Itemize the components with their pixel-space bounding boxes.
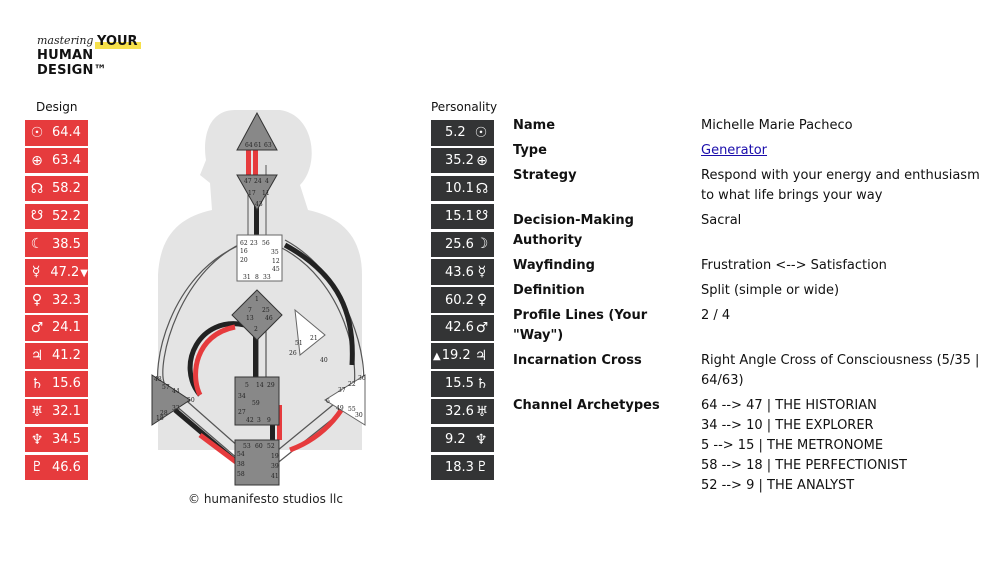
svg-text:54: 54 xyxy=(237,451,245,458)
planet-symbol-icon: ⊕ xyxy=(31,152,43,169)
info-value: Frustration <--> Satisfaction xyxy=(701,258,887,273)
design-gate-row xyxy=(25,427,88,453)
personality-gate-value xyxy=(431,237,474,252)
svg-text:51: 51 xyxy=(295,340,303,347)
svg-text:33: 33 xyxy=(263,274,271,281)
personality-gate-value xyxy=(431,348,472,363)
svg-text:39: 39 xyxy=(271,463,279,470)
planet-symbol-icon: ☊ xyxy=(475,180,489,197)
design-gate-value: 41.2 xyxy=(52,348,81,364)
svg-text:34: 34 xyxy=(238,393,246,400)
personality-gate-number: 5.2 xyxy=(445,125,466,141)
planet-symbol-icon: ♅ xyxy=(30,403,44,420)
info-row xyxy=(513,211,983,251)
personality-gate-value xyxy=(431,125,472,140)
svg-text:13: 13 xyxy=(246,315,254,322)
info-value: Michelle Marie Pacheco xyxy=(701,118,853,133)
personality-gate-number: 32.6 xyxy=(445,404,474,420)
design-gate-row xyxy=(25,399,88,425)
info-value: Right Angle Cross of Consciousness (5/35 | 64/63) xyxy=(701,353,980,388)
svg-text:36: 36 xyxy=(358,375,366,382)
planet-symbol-icon: ☉ xyxy=(30,124,44,141)
info-value: Sacral xyxy=(701,213,742,228)
svg-text:56: 56 xyxy=(262,240,270,247)
design-gate-row xyxy=(25,371,88,397)
personality-gate-value xyxy=(431,320,474,335)
personality-gate-number: 15.1 xyxy=(445,208,474,224)
svg-text:49: 49 xyxy=(336,405,344,412)
personality-gate-number: 25.6 xyxy=(445,236,474,252)
brand-logo xyxy=(37,34,167,78)
exalted-mark-icon: ▲ xyxy=(433,351,441,363)
planet-symbol-icon: ♇ xyxy=(475,459,489,476)
svg-text:62: 62 xyxy=(240,240,248,247)
design-gate-value: 38.5 xyxy=(52,236,81,252)
svg-text:47: 47 xyxy=(244,178,252,185)
svg-text:21: 21 xyxy=(310,335,318,342)
svg-text:35: 35 xyxy=(271,249,279,256)
planet-symbol-icon: ☊ xyxy=(30,180,44,197)
planet-symbol-icon: ☾ xyxy=(30,236,44,253)
svg-text:29: 29 xyxy=(267,382,275,389)
design-gate-value: 47.2▼ xyxy=(50,264,88,280)
svg-text:5: 5 xyxy=(245,382,249,389)
personality-gate-row xyxy=(431,120,494,146)
personality-gate-row xyxy=(431,427,494,453)
exalted-mark-icon: ▼ xyxy=(80,267,88,279)
design-gate-row xyxy=(25,287,88,313)
design-gate-row xyxy=(25,232,88,258)
info-label: Type xyxy=(513,143,547,158)
design-gate-row xyxy=(25,120,88,146)
design-gate-row xyxy=(25,259,88,285)
planet-symbol-icon: ♄ xyxy=(30,375,44,392)
type-link[interactable]: Generator xyxy=(701,143,768,158)
design-gate-value: 32.3 xyxy=(52,292,81,308)
logo-human-design-text: HUMAN DESIGN™ xyxy=(37,48,107,78)
planet-symbol-icon: ♂ xyxy=(475,319,489,336)
planet-symbol-icon: ♇ xyxy=(30,459,44,476)
svg-text:52: 52 xyxy=(267,443,275,450)
svg-text:57: 57 xyxy=(162,384,170,391)
svg-text:12: 12 xyxy=(272,258,280,265)
design-gate-row xyxy=(25,315,88,341)
svg-text:42: 42 xyxy=(246,417,254,424)
svg-text:17: 17 xyxy=(248,190,256,197)
info-value xyxy=(701,141,983,161)
svg-text:24: 24 xyxy=(254,178,262,185)
planet-symbol-icon: ☿ xyxy=(31,264,41,281)
personality-gate-value xyxy=(431,404,474,419)
svg-text:43: 43 xyxy=(255,201,263,208)
info-row xyxy=(513,306,983,346)
design-title: Design xyxy=(36,100,78,114)
info-row xyxy=(513,396,983,496)
personality-gate-value xyxy=(431,376,474,391)
svg-text:50: 50 xyxy=(187,397,195,404)
svg-text:4: 4 xyxy=(265,178,269,185)
planet-symbol-icon: ♆ xyxy=(474,431,488,448)
logo-script-text: mastering xyxy=(37,34,94,47)
personality-gate-row xyxy=(431,259,494,285)
design-gate-value: 32.1 xyxy=(52,404,81,420)
info-value: Split (simple or wide) xyxy=(701,283,840,298)
svg-text:18: 18 xyxy=(156,415,164,422)
svg-text:6: 6 xyxy=(326,398,330,405)
info-row xyxy=(513,351,983,391)
info-label: Name xyxy=(513,118,556,133)
design-gate-value: 63.4 xyxy=(52,153,81,169)
design-gate-value: 24.1 xyxy=(52,320,81,336)
svg-text:64: 64 xyxy=(245,142,253,149)
channel-archetype-item: 5 --> 15 | THE METRONOME xyxy=(701,438,884,453)
personality-gate-row xyxy=(431,232,494,258)
info-label: Incarnation Cross xyxy=(513,353,642,368)
planet-symbol-icon: ☉ xyxy=(474,124,488,141)
personality-gate-value xyxy=(431,153,474,168)
svg-text:60: 60 xyxy=(255,443,263,450)
channel-archetype-item: 34 --> 10 | THE EXPLORER xyxy=(701,418,874,433)
design-gate-row xyxy=(25,455,88,481)
svg-text:61: 61 xyxy=(254,142,262,149)
personality-gate-value xyxy=(431,432,472,447)
svg-text:58: 58 xyxy=(237,471,245,478)
personality-gate-number: 42.6 xyxy=(445,320,474,336)
bodygraph-chart xyxy=(140,105,375,490)
svg-text:59: 59 xyxy=(252,400,260,407)
svg-text:25: 25 xyxy=(262,307,270,314)
planet-symbol-icon: ♀ xyxy=(476,292,488,309)
svg-text:20: 20 xyxy=(240,257,248,264)
channel-archetype-item: 52 --> 9 | THE ANALYST xyxy=(701,478,855,493)
info-label: Definition xyxy=(513,283,585,298)
personality-gate-row xyxy=(431,371,494,397)
svg-text:31: 31 xyxy=(243,274,251,281)
personality-gate-value xyxy=(431,265,474,280)
design-gate-row xyxy=(25,343,88,369)
planet-symbol-icon: ♄ xyxy=(475,375,489,392)
planet-symbol-icon: ♆ xyxy=(30,431,44,448)
planet-symbol-icon: ♃ xyxy=(30,347,44,364)
planet-symbol-icon: ♅ xyxy=(475,403,489,420)
design-activations xyxy=(25,120,88,483)
svg-text:45: 45 xyxy=(272,266,280,273)
svg-text:3: 3 xyxy=(257,417,261,424)
design-gate-row xyxy=(25,176,88,202)
info-value xyxy=(701,396,983,496)
svg-text:2: 2 xyxy=(254,326,258,333)
svg-text:8: 8 xyxy=(255,274,259,281)
svg-text:48: 48 xyxy=(154,376,162,383)
svg-text:11: 11 xyxy=(262,190,270,197)
planet-symbol-icon: ♂ xyxy=(30,319,44,336)
personality-gate-row xyxy=(431,204,494,230)
personality-gate-row xyxy=(431,315,494,341)
planet-symbol-icon: ☽ xyxy=(475,236,489,253)
info-row xyxy=(513,281,983,301)
svg-text:23: 23 xyxy=(250,240,258,247)
svg-text:30: 30 xyxy=(355,412,363,419)
copyright-credit: © humanifesto studios llc xyxy=(188,492,343,506)
svg-text:27: 27 xyxy=(238,409,246,416)
svg-text:40: 40 xyxy=(320,357,328,364)
design-gate-value: 46.6 xyxy=(52,459,81,475)
svg-text:28: 28 xyxy=(160,410,168,417)
svg-text:38: 38 xyxy=(237,461,245,468)
svg-text:55: 55 xyxy=(348,406,356,413)
personality-gate-row xyxy=(431,148,494,174)
design-gate-row xyxy=(25,204,88,230)
channel-archetype-item: 64 --> 47 | THE HISTORIAN xyxy=(701,398,877,413)
svg-text:14: 14 xyxy=(256,382,264,389)
personality-gate-row xyxy=(431,176,494,202)
design-gate-row xyxy=(25,148,88,174)
planet-symbol-icon: ♃ xyxy=(474,347,488,364)
design-gate-value: 52.2 xyxy=(52,208,81,224)
info-value: 2 / 4 xyxy=(701,308,731,323)
svg-text:16: 16 xyxy=(240,248,248,255)
svg-text:44: 44 xyxy=(172,388,180,395)
info-value: Respond with your energy and enthusiasm to what life brings your way xyxy=(701,168,980,203)
design-gate-value: 64.4 xyxy=(52,125,81,141)
personality-gate-number: 43.6 xyxy=(445,264,474,280)
info-label: Profile Lines (Your "Way") xyxy=(513,308,648,343)
personality-gate-row xyxy=(431,399,494,425)
info-row xyxy=(513,116,983,136)
logo-your-text: YOUR xyxy=(97,34,138,49)
channel-archetype-item: 58 --> 18 | THE PERFECTIONIST xyxy=(701,458,907,473)
svg-text:53: 53 xyxy=(243,443,251,450)
personality-gate-value xyxy=(431,460,474,475)
svg-text:7: 7 xyxy=(248,307,252,314)
personality-gate-number: 35.2 xyxy=(445,153,474,169)
personality-gate-row xyxy=(431,455,494,481)
personality-gate-number: 19.2 xyxy=(441,348,471,364)
svg-text:46: 46 xyxy=(265,315,273,322)
info-label: Channel Archetypes xyxy=(513,398,660,413)
personality-gate-value xyxy=(431,181,474,196)
personality-title: Personality xyxy=(431,100,498,114)
design-gate-value: 58.2 xyxy=(52,181,81,197)
info-label: Wayfinding xyxy=(513,258,595,273)
planet-symbol-icon: ♀ xyxy=(31,292,43,309)
personality-gate-row xyxy=(431,343,494,369)
personality-gate-number: 15.5 xyxy=(445,376,474,392)
info-row xyxy=(513,256,983,276)
info-panel xyxy=(513,116,983,501)
personality-gate-number: 18.3 xyxy=(445,459,474,475)
svg-text:19: 19 xyxy=(271,453,279,460)
svg-text:32: 32 xyxy=(172,405,180,412)
design-gate-value: 34.5 xyxy=(52,432,81,448)
info-row xyxy=(513,141,983,161)
personality-gate-number: 10.1 xyxy=(445,181,474,197)
info-row xyxy=(513,166,983,206)
planet-symbol-icon: ⊕ xyxy=(476,152,488,169)
design-gate-value: 15.6 xyxy=(52,376,81,392)
personality-gate-row xyxy=(431,287,494,313)
svg-text:26: 26 xyxy=(289,350,297,357)
personality-gate-value xyxy=(431,293,474,308)
planet-symbol-icon: ☿ xyxy=(477,264,487,281)
svg-text:22: 22 xyxy=(348,381,356,388)
svg-text:41: 41 xyxy=(271,473,279,480)
info-label: Strategy xyxy=(513,168,577,183)
personality-gate-value xyxy=(431,209,474,224)
svg-text:1: 1 xyxy=(255,296,259,303)
svg-text:37: 37 xyxy=(338,387,346,394)
personality-gate-number: 9.2 xyxy=(445,432,466,448)
personality-activations xyxy=(431,120,494,483)
svg-text:63: 63 xyxy=(264,142,272,149)
svg-text:9: 9 xyxy=(267,417,271,424)
info-label: Decision-Making Authority xyxy=(513,213,634,248)
planet-symbol-icon: ☋ xyxy=(475,208,489,225)
personality-gate-number: 60.2 xyxy=(445,292,474,308)
planet-symbol-icon: ☋ xyxy=(30,208,44,225)
